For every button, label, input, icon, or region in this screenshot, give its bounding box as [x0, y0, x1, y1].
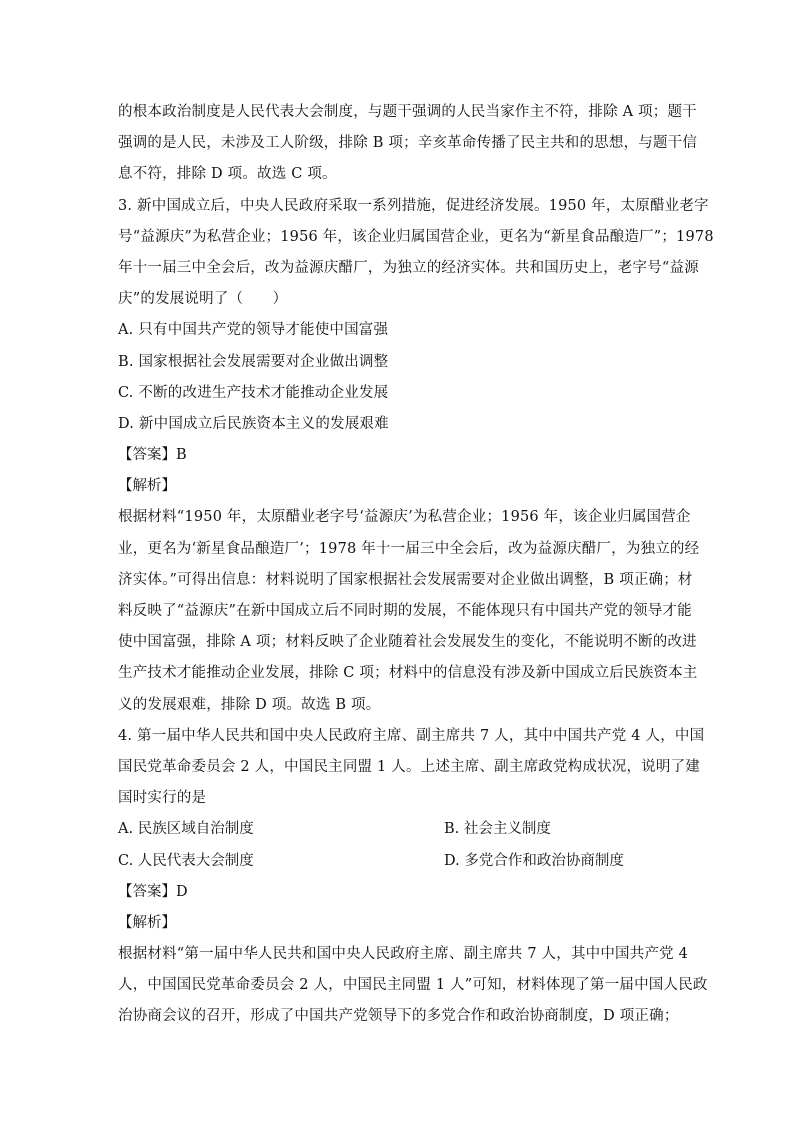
- option-row: [118, 814, 678, 845]
- question-stem-line: 庆”的发展说明了（ ）: [118, 291, 288, 308]
- analysis-line: 生产技术才能推动企业发展，排除 C 项；材料中的信息没有涉及新中国成立后民族资本主: [118, 665, 698, 682]
- analysis-label: 【解析】: [118, 478, 176, 495]
- option-d: D. 新中国成立后民族资本主义的发展艰难: [118, 415, 389, 432]
- analysis-line: 料反映了“益源庆”在新中国成立后不同时期的发展，不能体现只有中国共产党的领导才能: [118, 603, 692, 619]
- analysis-line: 根据材料“1950 年，太原醋业老字号‘益源庆’为私营企业；1956 年，该企业归属国营企: [118, 509, 691, 526]
- analysis-line: 根据材料“第一届中华人民共和国中央人民政府主席、副主席共 7 人，其中中国共产党 4: [118, 946, 689, 963]
- option-c: C. 人民代表大会制度: [118, 852, 254, 869]
- question-4: [118, 721, 708, 1033]
- question-stem-line: 国时实行的是: [118, 790, 207, 807]
- page-content: [118, 97, 714, 1033]
- option-a: A. 只有中国共产党的领导才能使中国富强: [118, 322, 389, 339]
- question-stem-line: 国民党革命委员会 2 人，中国民主同盟 1 人。上述主席、副主席政党构成状况，说明了建: [118, 758, 700, 775]
- answer-label: 【答案】B: [118, 447, 187, 464]
- analysis-line: 济实体。”可得出信息：材料说明了国家根据社会发展需要对企业做出调整，B 项正确；材: [118, 571, 693, 588]
- question-stem-line: 号“益源庆”为私营企业；1956 年，该企业归属国营企业，更名为“新星食品酿造厂”；1978: [118, 228, 714, 245]
- analysis-line: 治协商会议的召开，形成了中国共产党领导下的多党合作和政治协商制度，D 项正确；: [118, 1008, 679, 1025]
- analysis-line: 义的发展艰难，排除 D 项。故选 B 项。: [118, 696, 381, 713]
- option-c: C. 不断的改进生产技术才能推动企业发展: [118, 384, 389, 401]
- option-a: A. 民族区域自治制度: [118, 821, 254, 838]
- answer-label: 【答案】D: [118, 883, 188, 900]
- question-stem-line: 4. 第一届中华人民共和国中央人民政府主席、副主席共 7 人，其中中国共产党 4 人，中国: [118, 727, 705, 744]
- analysis-label: 【解析】: [118, 914, 176, 931]
- text-line: 的根本政治制度是人民代表大会制度，与题干强调的人民当家作主不符，排除 A 项；题干: [118, 104, 697, 120]
- option-b: B. 国家根据社会发展需要对企业做出调整: [118, 353, 389, 370]
- text-line: 息不符，排除 D 项。故选 C 项。: [118, 166, 337, 183]
- option-b: B. 社会主义制度: [444, 821, 551, 838]
- analysis-line: 业，更名为‘新星食品酿造厂’；1978 年十一届三中全会后，改为益源庆醋厂，为独立的经: [118, 540, 700, 557]
- option-row: [118, 846, 678, 877]
- previous-analysis-continuation: [118, 97, 698, 191]
- analysis-line: 人，中国国民党革命委员会 2 人，中国民主同盟 1 人”可知，材料体现了第一届中国人民政: [118, 977, 708, 994]
- analysis-line: 使中国富强，排除 A 项；材料反映了企业随着社会发展发生的变化，不能说明不断的改进: [118, 634, 697, 651]
- option-d: D. 多党合作和政治协商制度: [444, 852, 624, 869]
- question-3: [118, 191, 714, 721]
- text-line: 强调的是人民，未涉及工人阶级，排除 B 项；辛亥革命传播了民主共和的思想，与题干信: [118, 135, 698, 152]
- question-stem-line: 3. 新中国成立后，中央人民政府采取一系列措施，促进经济发展。1950 年，太原醋业老字: [118, 197, 709, 214]
- question-stem-line: 年十一届三中全会后，改为益源庆醋厂，为独立的经济实体。共和国历史上，老字号“益源: [118, 259, 699, 276]
